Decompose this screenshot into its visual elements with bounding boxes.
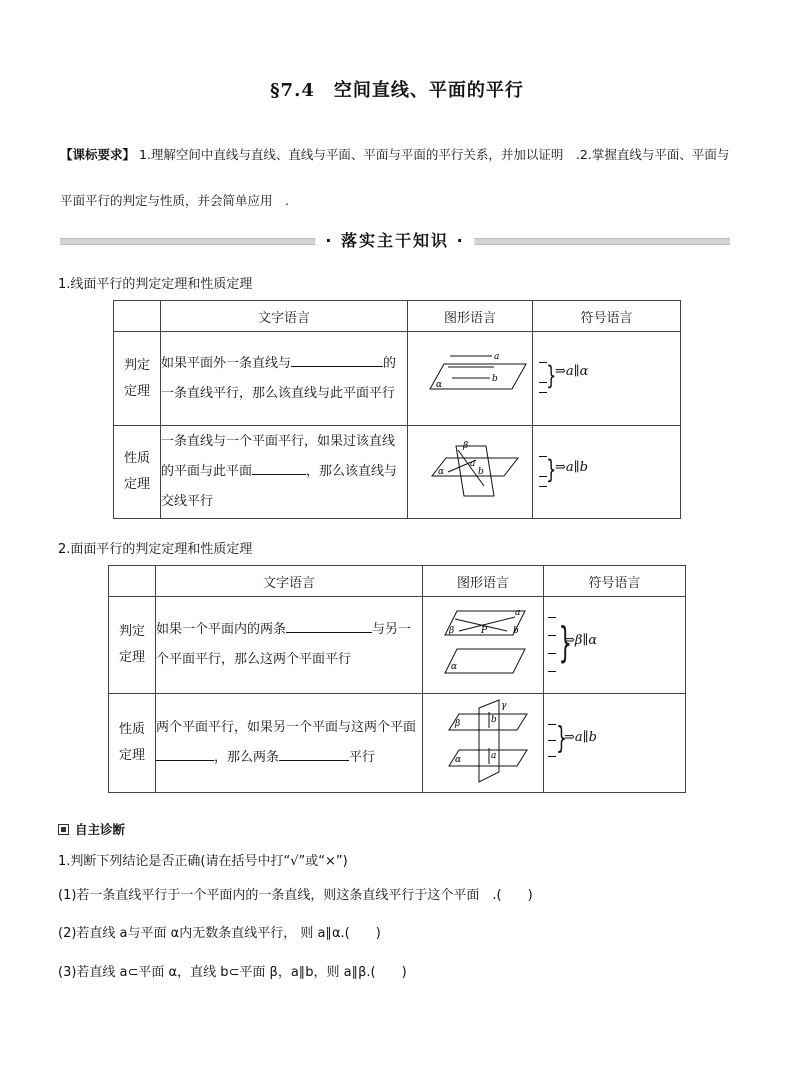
row-figure: [408, 332, 533, 426]
answer-blank[interactable]: [286, 618, 372, 633]
row-symbol: } ⇒a∥b: [533, 426, 681, 519]
header-symbol-lang: 符号语言: [533, 301, 681, 332]
svg-text:α: α: [436, 380, 443, 390]
section2-heading: 2.面面平行的判定定理和性质定理: [58, 542, 253, 557]
svg-text:a: a: [491, 751, 497, 761]
section-square-icon: [58, 824, 69, 835]
question-item: (1)若一条直线平行于一个平面内的一条直线，则这条直线平行于这个平面 .( ): [58, 888, 533, 903]
svg-text:α: α: [455, 755, 462, 765]
svg-text:β: β: [463, 441, 469, 451]
question-item: (3)若直线 a⊂平面 α，直线 b⊂平面 β，a∥b，则 a∥β.( ): [58, 965, 407, 980]
row-text: 如果平面外一条直线与 的一条直线平行，那么该直线与此平面平行: [161, 332, 408, 426]
answer-blank[interactable]: [291, 352, 383, 367]
row-label: 判定 定理: [114, 332, 161, 426]
row-label: 性质 定理: [114, 426, 161, 519]
svg-text:b: b: [513, 626, 519, 636]
figure-line-parallel-plane: [408, 332, 532, 421]
svg-text:a: a: [515, 608, 521, 618]
row-figure: [408, 426, 533, 519]
svg-text:a: a: [470, 459, 476, 469]
row-text: 两个平面平行，如果另一个平面与这两个平面，那么两条 平行: [156, 694, 423, 793]
course-requirements: [60, 132, 740, 224]
svg-text:P: P: [481, 626, 488, 636]
table-line-plane: [113, 300, 681, 519]
section-banner: [60, 228, 730, 254]
table-row: [114, 332, 681, 426]
page-title: §7.4 空间直线、平面的平行: [270, 80, 524, 101]
svg-text:a: a: [494, 352, 500, 362]
requirements-tag: 【课标要求】: [60, 147, 136, 162]
answer-blank[interactable]: [252, 460, 306, 475]
row-symbol: } ⇒a∥b: [544, 694, 686, 793]
figure-plane-intersection: [408, 426, 532, 514]
row-figure: [423, 597, 544, 694]
table-plane-plane: [108, 565, 686, 793]
row-text: 一条直线与一个平面平行，如果过该直线的平面与此平面 ，那么该直线与交线平行: [161, 426, 408, 519]
svg-text:b: b: [492, 374, 498, 384]
svg-text:α: α: [451, 662, 458, 672]
question-item: (2)若直线 a与平面 α内无数条直线平行， 则 a∥α.( ): [58, 926, 381, 941]
self-check-heading: 自主诊断: [58, 820, 125, 838]
table-row: [114, 426, 681, 519]
svg-text:β: β: [449, 626, 455, 636]
section1-heading: 1.线面平行的判定定理和性质定理: [58, 277, 253, 292]
table-row: [109, 694, 686, 793]
svg-text:b: b: [478, 467, 484, 477]
figure-parallel-planes: [423, 597, 543, 689]
header-empty: [109, 566, 156, 597]
row-label: 性质 定理: [109, 694, 156, 793]
svg-text:b: b: [491, 715, 497, 725]
answer-blank[interactable]: [156, 746, 214, 761]
row-figure: [423, 694, 544, 793]
figure-three-planes: [423, 694, 543, 788]
header-figure-lang: 图形语言: [408, 301, 533, 332]
question-1: 1.判断下列结论是否正确(请在括号中打“√”或“×”): [58, 854, 348, 869]
header-symbol-lang: 符号语言: [544, 566, 686, 597]
header-empty: [114, 301, 161, 332]
svg-text:β: β: [455, 719, 461, 729]
header-figure-lang: 图形语言: [423, 566, 544, 597]
row-symbol: } ⇒β∥α: [544, 597, 686, 694]
row-text: 如果一个平面内的两条 与另一个平面平行，那么这两个平面平行: [156, 597, 423, 694]
row-symbol: } ⇒a∥α: [533, 332, 681, 426]
requirements-text: 1.理解空间中直线与直线、直线与平面、平面与平面的平行关系，并加以证明 .2.掌握直线与平面、平面与平面平行的判定与性质，并会简单应用 .: [60, 147, 730, 208]
svg-text:γ: γ: [501, 701, 507, 711]
header-text-lang: 文字语言: [156, 566, 423, 597]
banner-title: · 落实主干知识 ·: [315, 228, 474, 251]
header-text-lang: 文字语言: [161, 301, 408, 332]
row-label: 判定 定理: [109, 597, 156, 694]
svg-text:α: α: [438, 467, 445, 477]
table-row: [109, 597, 686, 694]
answer-blank[interactable]: [279, 746, 349, 761]
